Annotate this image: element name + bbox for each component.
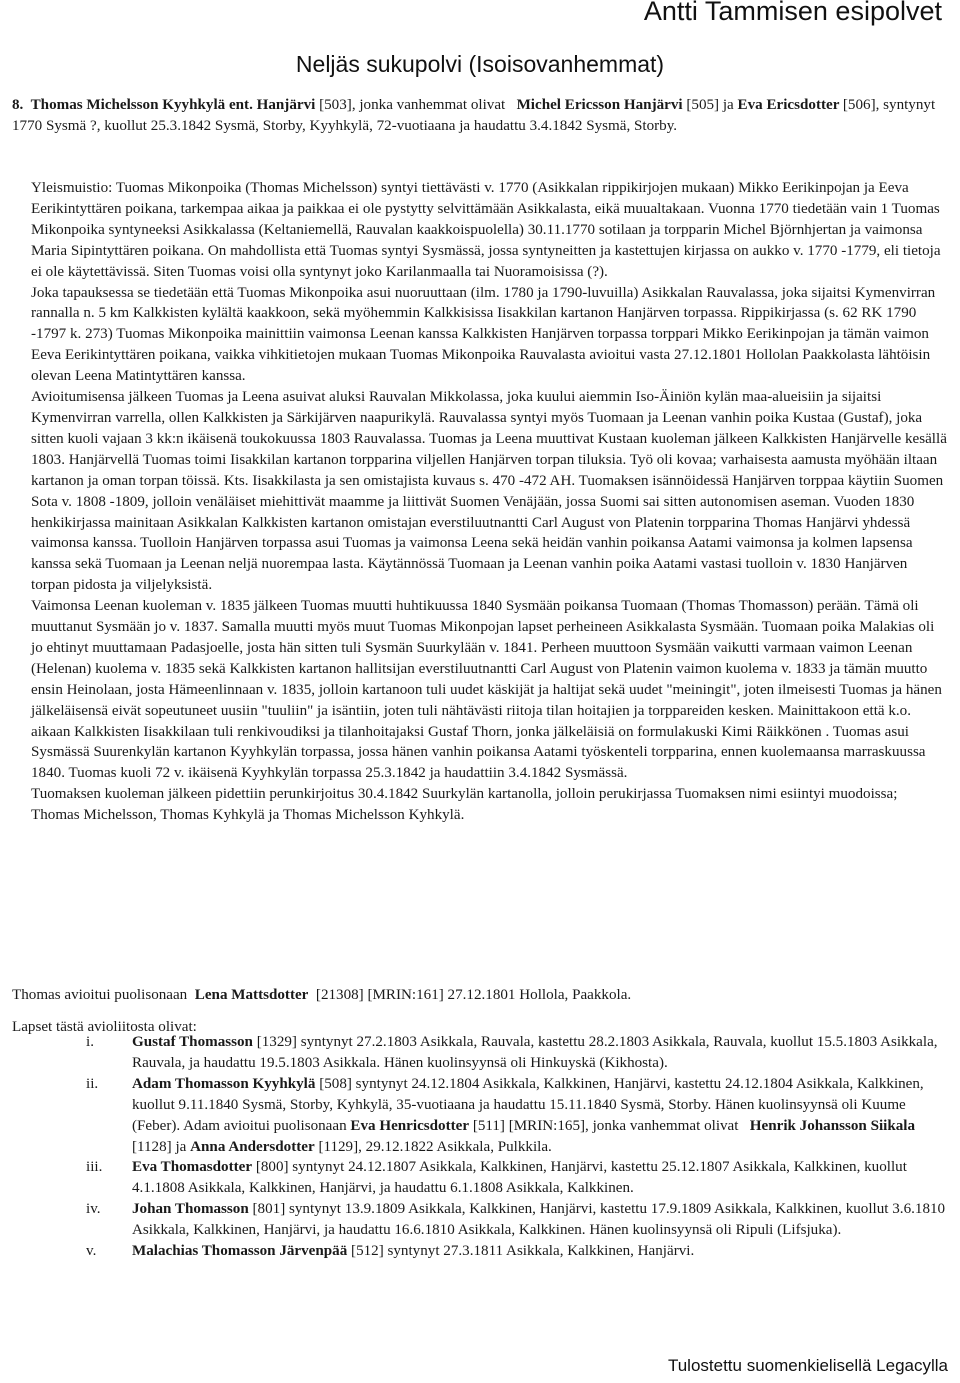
marriage-details: [21308] [MRIN:161] 27.12.1801 Hollola, Paakkola. xyxy=(315,987,632,1003)
spouse-name: Lena Mattsdotter xyxy=(194,987,309,1003)
child-entry xyxy=(12,1199,948,1241)
marriage-intro: Thomas avioitui puolisonaan xyxy=(12,987,188,1003)
child-spouse-mother-details: [1129], 29.12.1822 Asikkala, Pulkkila. xyxy=(318,1138,552,1155)
person-name: Thomas Michelsson Kyyhkylä ent. Hanjärvi xyxy=(30,97,316,113)
note-paragraph: Joka tapauksessa se tiedetään että Tuomas Mikonpoika asui nuoruuttaan (ilm. 1780 ja 1790-luvuilla) Asikkalan Rauvalassa, joka sijaitsi Kymenvirran rannalla n. 5 km Kalkkisten kylältä kaakkoon, sekä myöhemmin Kalkkisissa Iisakkilan kartanon Hanjärven torpassa. Rippikirjassa (s. 62 RK 1790 -1797 k. 273) Tuomas Mikonpoika mainittiin vaimonsa Leenan kanssa Kalkkisten Hanjärven torpassa torppari Mikko Eerikinpojan ja tämän vaimon Eeva Eerikintyttären poikana, vaikka vihkitietojen mukaan Tuomas Mikonpoika Rauvalasta avioitui vasta 27.12.1801 Hollolan Paakkolasta lähtöisin olevan Leena Matintyttären kanssa. xyxy=(31,284,936,385)
child-spouse-name: Eva Henricsdotter xyxy=(350,1117,470,1134)
father-name: Michel Ericsson Hanjärvi xyxy=(516,97,683,113)
child-number: v. xyxy=(86,1243,97,1260)
child-entry xyxy=(12,1241,948,1262)
child-entry xyxy=(12,1157,948,1199)
children-list xyxy=(12,1032,948,1262)
child-entry xyxy=(12,1032,948,1074)
note-paragraph: Avioitumisensa jälkeen Tuomas ja Leena asuivat aluksi Rauvalan Mikkolassa, joka kuului aiemmin Iso-Äiniön kylän maa-alueisiin ja sijaitsi Kymenvirran varrella, ollen Kalkkisten ja Särkijärven naapurikylä. Rauvalassa syntyi myös Tuomaan ja Leenan vanhin poika Kustaa (Gustaf), joka sitten kuoli vajaan 3 kk:n ikäisenä toukokuussa 1803 Rauvalassa. Tuomas ja Leena muuttivat Kustaan kuoleman jälkeen Kalkkisten Hanjärvelle kesällä 1803. Hanjärvellä Tuomas toimi Iisakkilan kartanon torpparina viljellen Hanjärven torpan tiluksia. Työ oli kovaa; varhaisesta aamusta myöhään iltaan kartanon ja oman torpan töissä. Kts. Iisakkilasta ja sen omistajista kuvaus s. 470 -472 AH. Tuomaksen isännöidessä Hanjärven torppaa käytiin Suomen Sota v. 1808 -1809, jolloin venäläiset miehittivät maamme ja liittivät Suomen Venäjään, jossa Suomi sai sitten autonomisen aseman. Vuoden 1830 henkikirjassa mainitaan Asikkalan Kalkkisten kartanon omistajan everstiluutnantti Carl August von Platenin torpparina Thomas Hanjärvi yhdessä vaimonsa kanssa. Tuolloin Hanjärven torpassa asui Tuomas ja vaimonsa Leena sekä heidän vanhin poikansa Aatami vaimonsa ja kolmen lapsensa kanssa sekä Tuomaan ja Leenan neljä nuorempaa lasta. Käytännössä Tuomaan ja Leenan vanhin poika Aatami vastasi tuolloin v. 1830 Hanjärven torpan pidosta ja viljelyksistä. xyxy=(31,389,947,594)
child-number: ii. xyxy=(86,1075,99,1092)
general-notes xyxy=(31,178,948,826)
child-spouse-details: [511] [MRIN:165], jonka vanhemmat olivat xyxy=(472,1117,739,1134)
page-footer: Tulostettu suomenkielisellä Legacylla xyxy=(667,1356,948,1375)
child-number: iii. xyxy=(86,1159,103,1176)
person-details: [506], syntynyt 1770 Sysmä ?, kuollut 25.3.1842 Sysmä, Storby, Kyyhkylä, 72-vuotiaana ja haudattu 3.4.1842 Sysmä, Storby. xyxy=(12,97,936,134)
child-details: [508] syntynyt 24.12.1804 Asikkala, Kalkkinen, Hanjärvi, kastettu 24.12.1804 Asikkala, Kalkkinen, kuollut 9.11.1840 Sysmä, Storby, Kyhkylä, 35-vuotiaana ja haudattu 15.11.1840 Sysmä, Storby. Hänen kuolinsyynsä oli Kuume (Feber). Adam avioitui puolisonaan xyxy=(132,1075,924,1134)
child-number: i. xyxy=(86,1034,94,1050)
note-paragraph: Vaimonsa Leenan kuoleman v. 1835 jälkeen Tuomas muutti huhtikuussa 1840 Sysmään poikansa Tuomaan (Thomas Thomasson) perään. Tämä oli muuttanut Sysmään jo v. 1837. Samalla muutti myös muut Tuomas Mikonpojan lapset perheineen Asikkalasta Sysmään. Tuomaan poika Malakias oli jo ehtinyt muuttamaan Padasjoelle, josta hän sitten tuli Sysmän Suurkylään v. 1841. Perheen muuttoon Sysmään vaikutti varmaan vaimon Leenan (Helenan) kuolema v. 1835 sekä Kalkkisten kartanon hallitsijan everstiluutnantti Carl August von Platenin vaimon kuolema v. 1833 ja tämän muutto ensin Heinolaan, josta Hämeenlinnaan v. 1835, jolloin kartanoon tuli uudet käskijät ja haltijat sekä uudet "meiningit", joten ilmeisesti Tuomas ja hänen jälkeläisensä eivät sopeutuneet uusiin "tuuliin" ja isäntiin, joten tuli nähtävästi riitoja tilan hoitajien ja torppareiden kesken. Mainittakoon että k.o. aikaan Kalkkisten Iisakkilaan tuli renkivoudiksi ja tilanhoitajaksi Gustaf Thorn, jonka jälkeläisiä on formulakuski Kimi Räikkönen . Tuomas asui Sysmässä Suurenkylän kartanon Kyyhkylän torpassa, jossa hänen vanhin poikansa Aatami työskenteli torpparina, ennen kuolemaansa marraskuussa 1840. Tuomas kuoli 72 v. ikäisenä Kyyhkylän torpassa 25.3.1842 ja haudattiin 3.4.1842 Sysmässä. xyxy=(31,598,942,782)
document-header-title: Antti Tammisen esipolvet xyxy=(643,0,942,26)
note-paragraph: Tuomaksen kuoleman jälkeen pidettiin perunkirjoitus 30.4.1842 Suurkylän kartanolla, jolloin perukirjassa Tuomaksen nimi esiintyi muodoissa; Thomas Michelsson, Thomas Kyhkylä ja Thomas Michelsson Kyhkylä. xyxy=(31,786,898,824)
child-spouse-mother: Anna Andersdotter xyxy=(190,1138,315,1155)
child-details: [801] syntynyt 13.9.1809 Asikkala, Kalkkinen, Hanjärvi, kastettu 17.9.1809 Asikkala, Kalkkinen, kuollut 3.6.1810 Asikkala, Kalkkinen, Hanjärvi, ja haudattu 16.6.1810 Asikkala, Kalkkinen. Hänen kuolinsyynsä oli Ripuli (Lifsjuka). xyxy=(132,1201,946,1239)
child-details: [800] syntynyt 24.12.1807 Asikkala, Kalkkinen, Hanjärvi, kastettu 25.12.1807 Asikkala, Kalkkinen, kuollut 4.1.1808 Asikkala, Kalkkinen, Hanjärvi, ja haudattu 6.1.1808 Asikkala, Kalkkinen. xyxy=(132,1159,907,1197)
person-number: 8. xyxy=(12,97,24,113)
generation-title: Neljäs sukupolvi (Isoisovanhemmat) xyxy=(295,51,665,77)
note-paragraph: Yleismuistio: Tuomas Mikonpoika (Thomas Michelsson) syntyi tiettävästi v. 1770 (Asikkalan rippikirjojen mukaan) Mikko Eerikinpojan ja Eeva Eerikintyttären poikana, tarkempaa aikaa ja paikkaa ei ole pystytty selvittämään Asikkalasta, eikä muualtakaan. Vuonna 1770 tiedetään vain 1 Tuomas Mikonpoika syntyneeksi Asikkalassa (Keltaniemellä, Rauvalan kaakkoispuolella) 30.11.1770 sotilaan ja torpparin Michel Björnhjertan ja vaimonsa Maria Sipintyttären poikana. On mahdollista että Tuomas syntyi Sysmässä, jossa syntyneitten ja kastettujen kirjassa on aukko v. 1770 -1779, eli tietoja ei ole käytettävissä. Siten Tuomas voisi olla syntynyt joko Karilanmaalla tai Nuoramoisissa (?). xyxy=(31,180,941,280)
marriage-line xyxy=(12,985,948,1006)
children-label: Lapset tästä avioliitosta olivat: xyxy=(12,1019,197,1035)
child-name: Adam Thomasson Kyyhkylä xyxy=(132,1075,316,1092)
child-number: iv. xyxy=(86,1201,101,1218)
child-name: Johan Thomasson xyxy=(132,1201,249,1218)
child-name: Gustaf Thomasson xyxy=(132,1034,253,1050)
mother-name: Eva Ericsdotter xyxy=(737,97,840,113)
child-entry xyxy=(12,1074,948,1158)
child-spouse-father: Henrik Johansson Siikala xyxy=(749,1117,916,1134)
child-name: Eva Thomasdotter xyxy=(132,1159,253,1176)
person-id: [503] xyxy=(319,97,352,113)
child-spouse-father-details: [1128] ja xyxy=(132,1138,187,1155)
child-details: [1329] syntynyt 27.2.1803 Asikkala, Rauvala, kastettu 28.2.1803 Asikkala, Rauvala, kuollut 15.5.1803 Asikkala, Rauvala, ja haudattu 19.5.1803 Asikkala. Hänen kuolinsyynsä oli Hinkuyskä (Kikhosta). xyxy=(132,1034,938,1071)
father-id: [505] ja xyxy=(686,97,734,113)
person-heading xyxy=(12,95,948,137)
parents-intro: , jonka vanhemmat olivat xyxy=(351,97,506,113)
child-details: [512] syntynyt 27.3.1811 Asikkala, Kalkkinen, Hanjärvi. xyxy=(351,1243,695,1260)
child-name: Malachias Thomasson Järvenpää xyxy=(132,1243,348,1260)
